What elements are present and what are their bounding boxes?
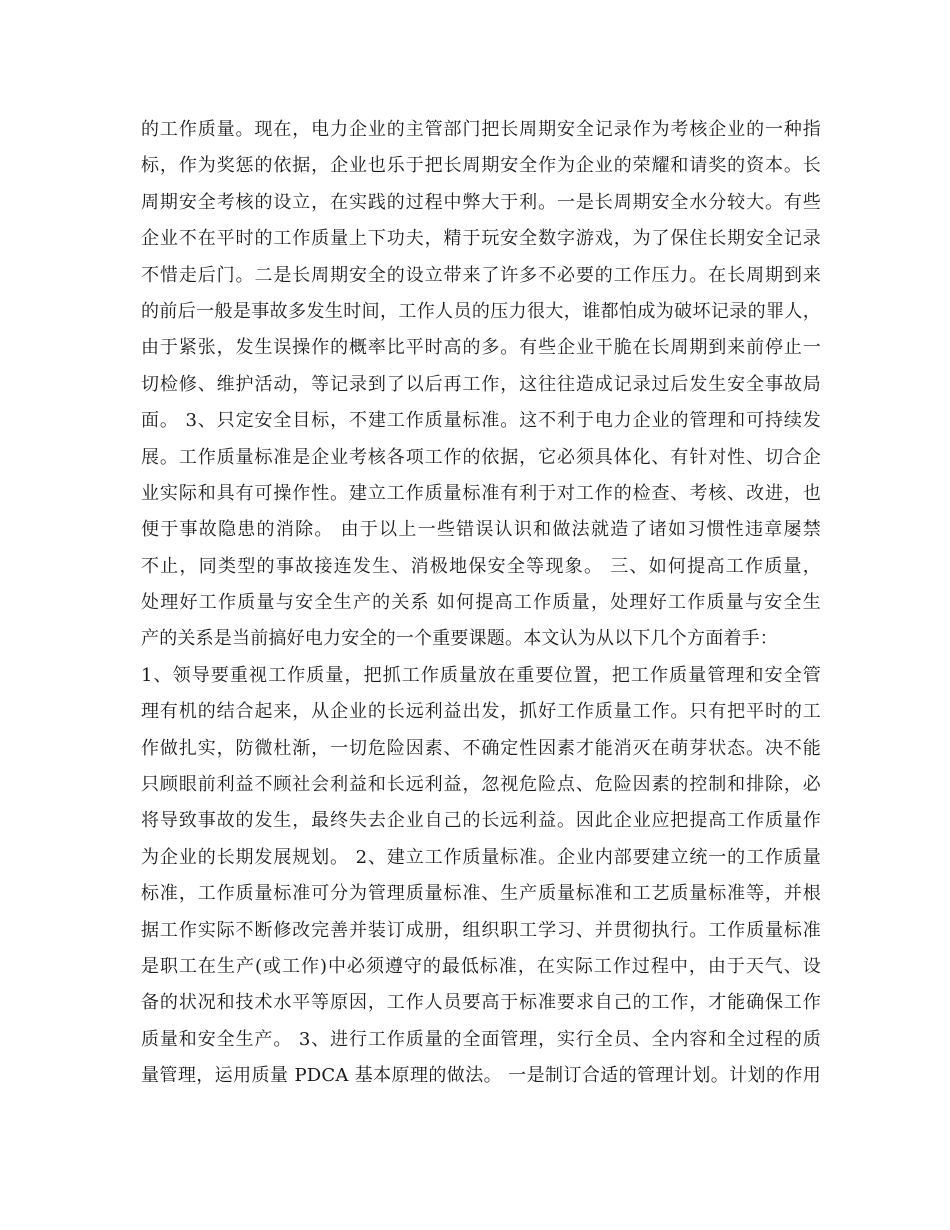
text-line: 展。工作质量标准是企业考核各项工作的依据，它必须具体化、有针对性、切合企	[141, 446, 821, 468]
text-line: 由于紧张，发生误操作的概率比平时高的多。有些企业干脆在长周期到来前停止一	[141, 337, 821, 359]
text-line: 产的关系是当前搞好电力安全的一个重要课题。本文认为从以下几个方面着手：	[141, 628, 778, 650]
text-line: 企业不在平时的工作质量上下功夫，精于玩安全数字游戏，为了保住长期安全记录	[141, 228, 821, 250]
text-line: 便于事故隐患的消除。 由于以上一些错误认识和做法就造了诸如习惯性违章屡禁	[141, 519, 821, 541]
text-line: 的工作质量。现在，电力企业的主管部门把长周期安全记录作为考核企业的一种指	[141, 119, 821, 140]
text-line: 的前后一般是事故多发生时间，工作人员的压力很大，谁都怕成为破坏记录的罪人，	[141, 300, 821, 322]
text-line: 标，作为奖惩的依据，企业也乐于把长周期安全作为企业的荣耀和请奖的资本。长	[141, 155, 821, 177]
text-line: 面。 3、只定安全目标，不建工作质量标准。这不利于电力企业的管理和可持续发	[141, 410, 821, 432]
text-line: 业实际和具有可操作性。建立工作质量标准有利于对工作的检查、考核、改进，也	[141, 482, 821, 504]
text-line: 质量和安全生产。 3、进行工作质量的全面管理，实行全员、全内容和全过程的质	[141, 1028, 821, 1050]
text-line: 为企业的长期发展规划。 2、建立工作质量标准。企业内部要建立统一的工作质量	[141, 846, 821, 868]
body-text	[141, 112, 821, 1095]
text-line: 是职工在生产(或工作)中必须遵守的最低标准，在实际工作过程中，由于天气、设	[141, 955, 821, 977]
text-line: 标准，工作质量标准可分为管理质量标准、生产质量标准和工艺质量标准等，并根	[141, 883, 821, 905]
text-line: 切检修、维护活动，等记录到了以后再工作，这往往造成记录过后发生安全事故局	[141, 373, 821, 395]
text-line: 量管理，运用质量 PDCA 基本原理的做法。 一是制订合适的管理计划。计划的作用	[141, 1065, 821, 1087]
text-line: 据工作实际不断修改完善并装订成册，组织职工学习、并贯彻执行。工作质量标准	[141, 919, 821, 941]
text-line: 将导致事故的发生，最终失去企业自己的长远利益。因此企业应把提高工作质量作	[141, 810, 821, 832]
text-line: 只顾眼前利益不顾社会利益和长远利益，忽视危险点、危险因素的控制和排除，必	[141, 774, 821, 796]
text-line: 作做扎实，防微杜渐，一切危险因素、不确定性因素才能消灭在萌芽状态。决不能	[141, 737, 821, 759]
text-line: 1、领导要重视工作质量，把抓工作质量放在重要位置，把工作质量管理和安全管	[141, 664, 821, 686]
text-line: 备的状况和技术水平等原因，工作人员要高于标准要求自己的工作，才能确保工作	[141, 992, 821, 1014]
text-line: 周期安全考核的设立，在实践的过程中弊大于利。一是长周期安全水分较大。有些	[141, 191, 821, 213]
text-line: 不止，同类型的事故接连发生、消极地保安全等现象。 三、如何提高工作质量，	[141, 555, 821, 577]
text-line: 理有机的结合起来，从企业的长远利益出发，抓好工作质量工作。只有把平时的工	[141, 701, 821, 723]
text-line: 处理好工作质量与安全生产的关系 如何提高工作质量，处理好工作质量与安全生	[141, 592, 821, 614]
text-line: 不惜走后门。二是长周期安全的设立带来了许多不必要的工作压力。在长周期到来	[141, 264, 821, 286]
